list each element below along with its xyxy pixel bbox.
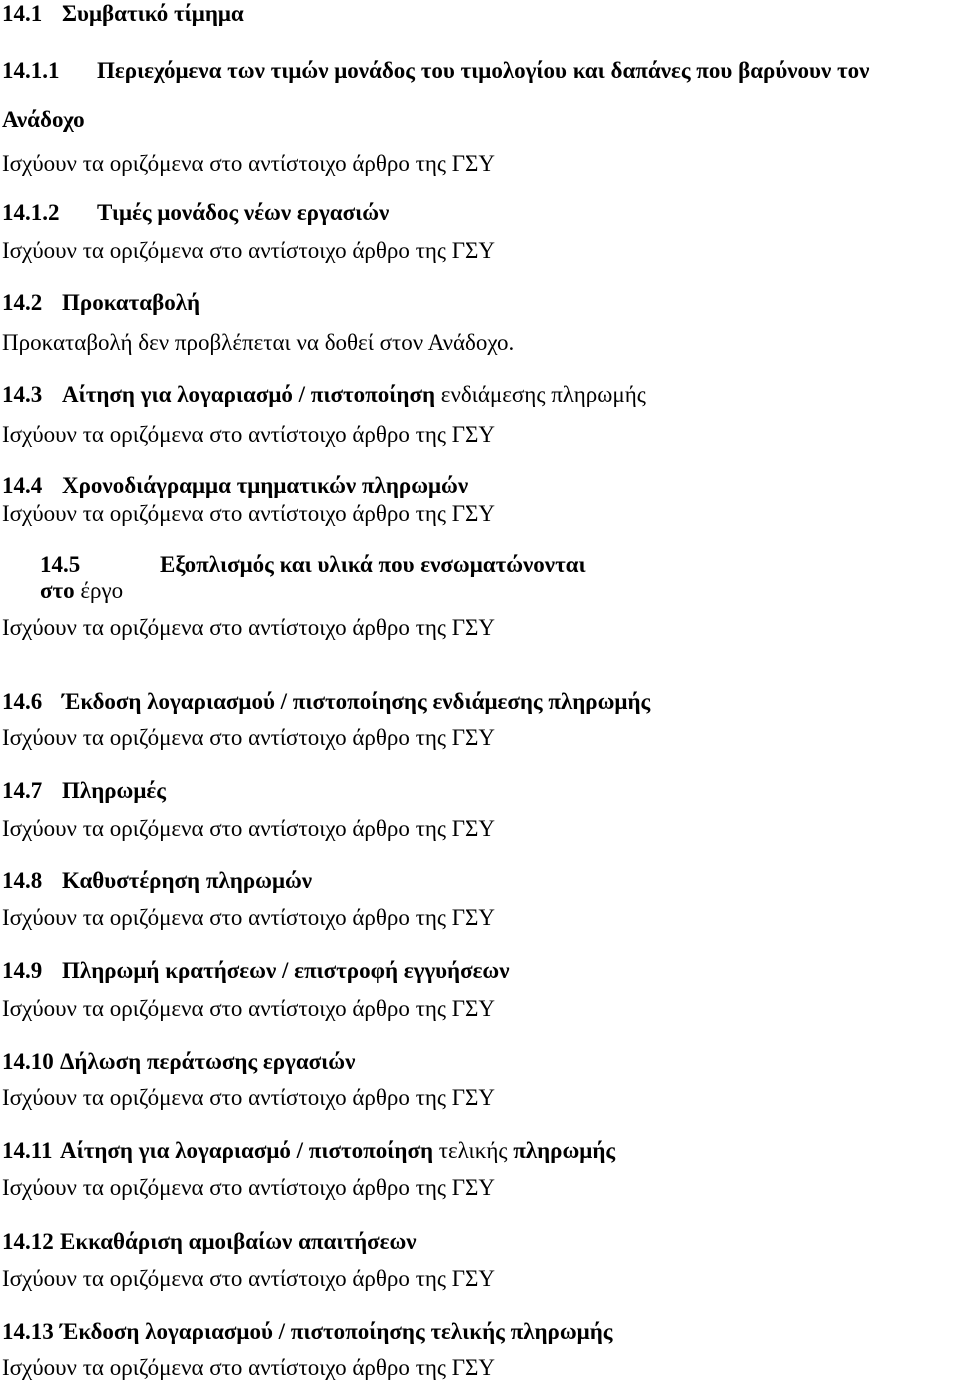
heading-14-9: [2, 957, 510, 985]
paragraph: Προκαταβολή δεν προβλέπεται να δοθεί στον Ανάδοχο.: [2, 330, 515, 355]
heading-14-5: [40, 551, 586, 579]
section-number: 14.3: [2, 382, 43, 407]
section-number: 14.2: [2, 290, 43, 315]
section-title-cont: Ανάδοχο: [2, 107, 85, 132]
paragraph: Ισχύουν τα οριζόμενα στο αντίστοιχο άρθρο της ΓΣΥ: [2, 501, 496, 526]
heading-14-2: [2, 289, 200, 317]
section-number: 14.1.1: [2, 58, 60, 83]
section-title: Πληρωμή κρατήσεων / επιστροφή εγγυήσεων: [62, 958, 510, 983]
section-number: 14.5: [40, 552, 81, 577]
paragraph: Ισχύουν τα οριζόμενα στο αντίστοιχο άρθρο της ΓΣΥ: [2, 615, 496, 640]
section-number: 14.6: [2, 689, 43, 714]
section-title: Αίτηση για λογαριασμό / πιστοποίηση: [60, 1138, 434, 1163]
heading-14-11: [2, 1137, 615, 1165]
section-title: Εξοπλισμός και υλικά που ενσωματώνονται: [160, 552, 586, 577]
heading-14-3: [2, 381, 646, 409]
heading-14-4: [2, 472, 468, 500]
heading-14-13: [2, 1318, 612, 1346]
heading-14-1-1: [2, 57, 869, 85]
section-number: 14.7: [2, 778, 43, 803]
section-number: 14.8: [2, 868, 43, 893]
section-title: Καθυστέρηση πληρωμών: [62, 868, 313, 893]
section-number: 14.11: [2, 1138, 53, 1163]
section-title: Πληρωμές: [62, 778, 166, 803]
section-title-mid: τελικής: [433, 1138, 508, 1163]
paragraph: Ισχύουν τα οριζόμενα στο αντίστοιχο άρθρο της ΓΣΥ: [2, 725, 496, 750]
section-title: Περιεχόμενα των τιμών μονάδος του τιμολογίου και δαπάνες που βαρύνουν τον: [97, 58, 870, 83]
section-number: 14.1.2: [2, 200, 60, 225]
section-title-end: πληρωμής: [507, 1138, 616, 1163]
section-number: 14.4: [2, 473, 43, 498]
heading-14-8: [2, 867, 312, 895]
section-title: Έκδοση λογαριασμού / πιστοποίησης ενδιάμεσης πληρωμής: [62, 689, 651, 714]
section-title-cont-rest: έργο: [74, 578, 124, 603]
section-number: 14.9: [2, 958, 43, 983]
section-title: Συμβατικό τίμημα: [62, 1, 244, 26]
paragraph: Ισχύουν τα οριζόμενα στο αντίστοιχο άρθρο της ΓΣΥ: [2, 1175, 496, 1200]
section-number: 14.1: [2, 1, 43, 26]
heading-14-7: [2, 777, 166, 805]
heading-14-1-1-cont: [2, 106, 85, 134]
paragraph: Ισχύουν τα οριζόμενα στο αντίστοιχο άρθρο της ΓΣΥ: [2, 422, 496, 447]
paragraph: Ισχύουν τα οριζόμενα στο αντίστοιχο άρθρο της ΓΣΥ: [2, 238, 496, 263]
paragraph: Ισχύουν τα οριζόμενα στο αντίστοιχο άρθρο της ΓΣΥ: [2, 1266, 496, 1291]
section-number: 14.12: [2, 1229, 54, 1254]
section-title: Αίτηση για λογαριασμό / πιστοποίηση: [62, 382, 436, 407]
section-number: 14.13: [2, 1319, 54, 1344]
paragraph: Ισχύουν τα οριζόμενα στο αντίστοιχο άρθρο της ΓΣΥ: [2, 1355, 496, 1380]
paragraph: Ισχύουν τα οριζόμενα στο αντίστοιχο άρθρο της ΓΣΥ: [2, 816, 496, 841]
heading-14-10: [2, 1048, 355, 1076]
section-title: Προκαταβολή: [62, 290, 201, 315]
section-title: Έκδοση λογαριασμού / πιστοποίησης τελικής πληρωμής: [60, 1319, 613, 1344]
section-title-cont: στο: [40, 578, 75, 603]
section-title-rest: ενδιάμεσης πληρωμής: [435, 382, 646, 407]
heading-14-5-cont: [40, 577, 123, 605]
heading-14-12: [2, 1228, 417, 1256]
heading-14-1-2: [2, 199, 389, 227]
section-title: Χρονοδιάγραμμα τμηματικών πληρωμών: [62, 473, 469, 498]
section-title: Τιμές μονάδος νέων εργασιών: [97, 200, 390, 225]
paragraph: Ισχύουν τα οριζόμενα στο αντίστοιχο άρθρο της ΓΣΥ: [2, 151, 496, 176]
heading-14-6: [2, 688, 650, 716]
paragraph: Ισχύουν τα οριζόμενα στο αντίστοιχο άρθρο της ΓΣΥ: [2, 905, 496, 930]
section-title: Εκκαθάριση αμοιβαίων απαιτήσεων: [60, 1229, 417, 1254]
paragraph: Ισχύουν τα οριζόμενα στο αντίστοιχο άρθρο της ΓΣΥ: [2, 1085, 496, 1110]
heading-14-1: [2, 0, 244, 28]
section-number: 14.10: [2, 1049, 54, 1074]
section-title: Δήλωση περάτωσης εργασιών: [60, 1049, 356, 1074]
paragraph: Ισχύουν τα οριζόμενα στο αντίστοιχο άρθρο της ΓΣΥ: [2, 996, 496, 1021]
